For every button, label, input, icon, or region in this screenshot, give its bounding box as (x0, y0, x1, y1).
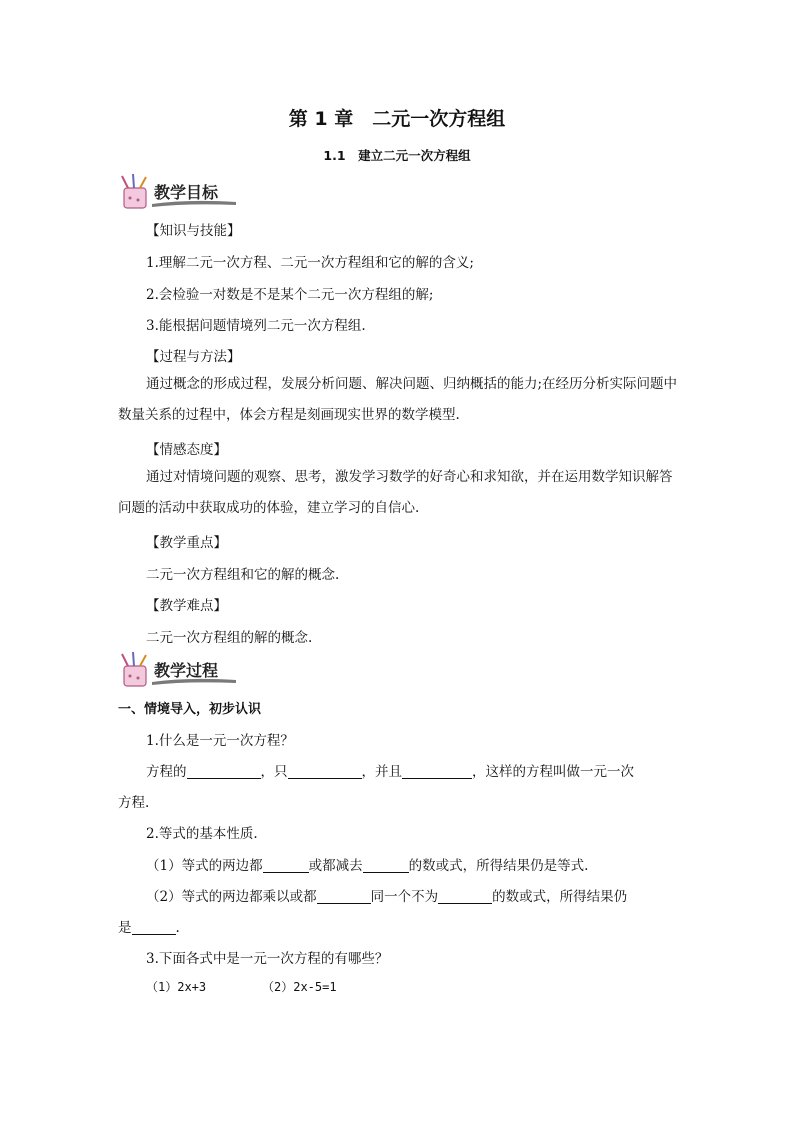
section-title: 1.1 建立二元一次方程组 (323, 148, 471, 163)
knowledge-heading: 【知识与技能】 (146, 223, 241, 239)
banner-teaching-goals (118, 174, 240, 214)
difficulty-text: 二元一次方程组的解的概念. (146, 630, 313, 646)
question-3: 3.下面各式中是一元一次方程的有哪些？ (146, 951, 389, 967)
goal-2: 2.会检验一对数是不是某个二元一次方程组的解; (146, 287, 434, 303)
goal-1: 1.理解二元一次方程、二元一次方程组和它的解的含义; (146, 255, 474, 271)
banner-goals-label: 教学目标 (154, 183, 219, 202)
blank-6[interactable] (317, 888, 371, 904)
question-2: 2.等式的基本性质. (146, 826, 258, 842)
blank-7[interactable] (438, 888, 492, 904)
q2-2-text-a: （2）等式的两边都乘以或都 (146, 889, 317, 905)
process-heading: 【过程与方法】 (146, 349, 241, 365)
key-heading: 【教学重点】 (146, 535, 227, 551)
question-1-fill-line (146, 760, 634, 780)
q2-1-text-b: 或都减去 (308, 858, 363, 874)
blank-1[interactable] (187, 763, 261, 779)
q3-option-2: （2）2x-5=1 (262, 980, 337, 994)
goal-3: 3.能根据问题情境列二元一次方程组. (146, 318, 366, 334)
q2-part-2-cont (118, 916, 180, 936)
question-1: 1.什么是一元一次方程？ (146, 733, 294, 749)
q1-text-e: 方程. (118, 795, 150, 811)
q1-text-b: ，只 (260, 764, 288, 780)
process-text: 通过概念的形成过程，发展分析问题、解决问题、归纳概括的能力;在经历分析实际问题中数量关系的过程中，体会方程是刻画现实世界的数学模型. (118, 376, 678, 423)
q2-part-1 (146, 854, 588, 874)
q2-part-2 (146, 885, 627, 905)
q2-2-text-e: . (175, 920, 180, 936)
q2-1-text-c: 的数或式，所得结果仍是等式. (408, 858, 589, 874)
chapter-title: 第 1 章 二元一次方程组 (288, 108, 506, 130)
blank-8[interactable] (132, 919, 176, 935)
attitude-heading: 【情感态度】 (146, 442, 227, 458)
banner-teaching-process (118, 652, 240, 692)
q1-text-a: 方程的 (146, 764, 187, 780)
banner-process-label: 教学过程 (154, 661, 219, 680)
q2-2-text-d: 是 (118, 920, 132, 936)
q2-1-text-a: （1）等式的两边都 (146, 858, 263, 874)
q1-text-c: ，并且 (361, 764, 402, 780)
blank-3[interactable] (402, 763, 472, 779)
key-text: 二元一次方程组和它的解的概念. (146, 567, 340, 583)
section1-heading: 一、情境导入，初步认识 (118, 702, 262, 717)
blank-2[interactable] (288, 763, 362, 779)
q1-text-d: ，这样的方程叫做一元一次 (472, 764, 634, 780)
q2-2-text-c: 的数或式，所得结果仍 (492, 889, 628, 905)
blank-5[interactable] (363, 857, 409, 873)
blank-4[interactable] (263, 857, 309, 873)
q2-2-text-b: 同一个不为 (370, 889, 439, 905)
difficulty-heading: 【教学难点】 (146, 598, 227, 614)
q3-option-1: （1）2x+3 (146, 980, 207, 994)
attitude-text: 通过对情境问题的观察、思考，激发学习数学的好奇心和求知欲，并在运用数学知识解答问题的活动中获取成功的体验，建立学习的自信心. (118, 469, 673, 516)
